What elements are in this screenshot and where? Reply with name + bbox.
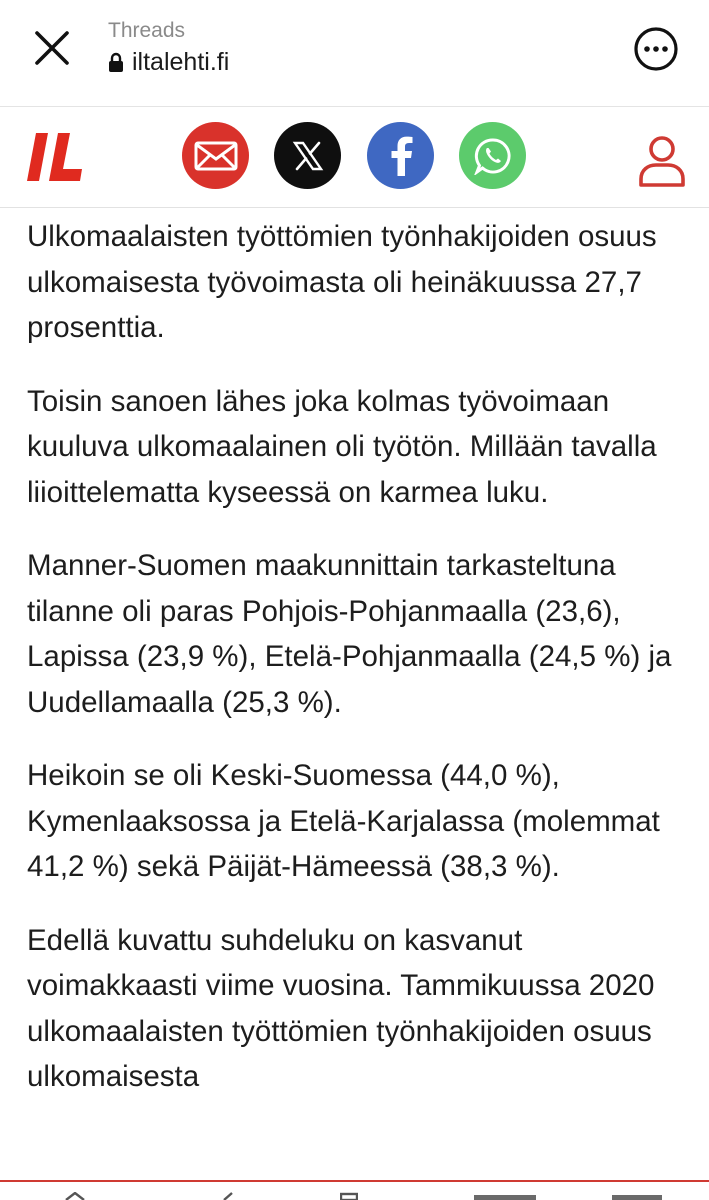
- article-paragraph-5: Edellä kuvattu suhdeluku on kasvanut voimakkaasti viime vuosina. Tammikuussa 2020 ulkomaalaisten työttömien työnhakijoiden osuus ulkomaisesta: [27, 923, 655, 1093]
- article-paragraph-4: Heikoin se oli Keski-Suomessa (44,0 %), Kymenlaaksossa ja Etelä-Karjalassa (molemmat 41,2 %) sekä Päijät-Hämeessä (38,3 %).: [27, 759, 660, 883]
- lock-icon: [108, 51, 126, 73]
- more-options-icon: [632, 25, 680, 73]
- share-whatsapp-button[interactable]: [459, 122, 526, 189]
- url-row: [108, 47, 229, 77]
- share-email-button[interactable]: [182, 122, 249, 189]
- account-button[interactable]: [636, 133, 688, 189]
- x-logo-icon: [292, 140, 324, 172]
- close-icon: [34, 30, 70, 66]
- article-body: [27, 214, 687, 1128]
- il-logo[interactable]: [22, 127, 86, 187]
- tabs-icon[interactable]: [612, 1194, 662, 1200]
- browser-top-bar: [0, 0, 709, 107]
- forward-arrow-icon[interactable]: [222, 1192, 236, 1200]
- bookmarks-icon[interactable]: [474, 1194, 536, 1200]
- article-paragraph-3: Manner-Suomen maakunnittain tarkasteltuna tilanne oli paras Pohjois-Pohjanmaalla (23,6), Lapissa (23,9 %), Etelä-Pohjanmaalla (24,5 %) ja Uudellamaalla (25,3 %).: [27, 549, 672, 719]
- url-block[interactable]: [108, 18, 229, 77]
- bottom-toolbar: [0, 1182, 709, 1200]
- more-options-button[interactable]: [632, 25, 680, 73]
- close-button[interactable]: [26, 22, 78, 74]
- share-icon[interactable]: [340, 1192, 358, 1200]
- article-paragraph-2: Toisin sanoen lähes joka kolmas työvoimaan kuuluva ulkomaalainen oli työtön. Millään tavalla liioittelematta kyseessä on karmea luku.: [27, 384, 657, 509]
- whatsapp-icon: [474, 137, 512, 175]
- app-name: Threads: [108, 19, 186, 42]
- facebook-icon: [388, 136, 414, 176]
- article-paragraph-1: Ulkomaalaisten työttömien työnhakijoiden osuus ulkomaisesta työvoimasta oli heinäkuussa 27,7 prosenttia.: [27, 220, 657, 344]
- envelope-icon: [194, 141, 238, 171]
- share-x-button[interactable]: [274, 122, 341, 189]
- url-domain: iltalehti.fi: [132, 48, 230, 76]
- site-header: [0, 107, 709, 208]
- share-facebook-button[interactable]: [367, 122, 434, 189]
- back-arrow-icon[interactable]: [60, 1192, 90, 1200]
- user-icon: [636, 133, 688, 189]
